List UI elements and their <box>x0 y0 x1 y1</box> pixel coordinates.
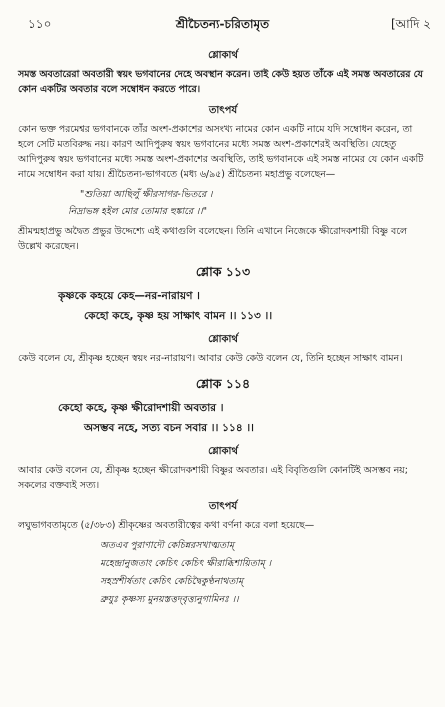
verse-113-line-1: কৃষ্ণকে কহয়ে কেহ—নর-নারায়ণ । <box>58 290 200 302</box>
purport-paragraph-2: শ্রীমন্মহাপ্রভু অদ্বৈত প্রভুর উদ্দেশ্যে এই কথাগুলি বলেছেন। তিনি এখানে নিজেকে ক্ষীরোদকশায়ী বিষ্ণু বলে উল্লেখ করেছেন। <box>18 226 407 252</box>
translation-113: কেউ বলেন যে, শ্রীকৃষ্ণ হচ্ছেন স্বয়ং নর-নারায়ণ। আবার কেউ কেউ বলেন যে, তিনি হচ্ছেন সাক্ষাৎ বামন। <box>18 353 403 364</box>
sanskrit-line-3: সহস্রশীর্ষতাং কেচিৎ কেচিদ্বৈকুণ্ঠনাথতাম্‌ <box>100 576 244 587</box>
heading-translation-114: শ্লোকার্থ <box>208 446 238 457</box>
sanskrit-line-4: ব্রুযুঃ কৃষ্ণস্য মুনয়স্তত্তদ্‌বৃত্ত্যনুগামিনঃ ।। <box>100 594 239 605</box>
verse-heading-114: শ্লোক ১১৪ <box>195 376 251 391</box>
heading-purport: তাৎপর্য <box>208 105 238 116</box>
page-body <box>18 42 428 609</box>
verse-113 <box>32 286 428 326</box>
verse-114-line-2: অসম্ভব নহে, সত্য বচন সবার ।। ১১৪ ।। <box>84 422 254 434</box>
verse-114 <box>32 398 428 438</box>
section-marker: [আদি ২ <box>390 17 431 31</box>
translation-paragraph: সমস্ত অবতারেরা অবতারী স্বয়ং ভগবানের দেহে অবস্থান করেন। তাই কেউ হয়ত তাঁকে এই সমস্ত অবতারের যে কোন একটির অবতার বলে সম্বোধন করতে পারে। <box>18 69 423 95</box>
page-header <box>0 16 445 36</box>
translation-114: আবার কেউ বলেন যে, শ্রীকৃষ্ণ হচ্ছেন ক্ষীরোদকশায়ী বিষ্ণুর অবতার। এই বিবৃতিগুলি কোনটিই অসম্ভব নয়; সকলের বক্তব্যই সত্য। <box>18 465 408 491</box>
heading-translation-113: শ্লোকার্থ <box>208 334 238 345</box>
verse-113-line-2: কেহো কহে, কৃষ্ণ হয় সাক্ষাৎ বামন ।। ১১৩ ।। <box>84 310 273 322</box>
verse-114-line-1: কেহো কহে, কৃষ্ণ ক্ষীরোদশায়ী অবতার । <box>58 402 224 414</box>
sanskrit-verse <box>100 537 428 609</box>
quote-line-1: "শুতিয়া আছিলুঁ ক্ষীরসাগর-ভিতরে । <box>80 189 213 200</box>
heading-translation: শ্লোকার্থ <box>208 50 238 61</box>
verse-heading-113: শ্লোক ১১৩ <box>195 264 251 279</box>
page-number: ১১০ <box>28 17 52 31</box>
sanskrit-line-2: মহেন্দ্রানুজতাং কেচিৎ কেচিৎ ক্ষীরাব্ধিশায়িতাম্‌ । <box>100 558 272 569</box>
purport-paragraph: কোন ভক্ত পরমেশ্বর ভগবানকে তাঁর অংশ-প্রকাশের অসংখ্য নামের কোন একটি নামে যদি সম্বোধন করেন, তা হলে সেটি মতবিরুদ্ধ নয়। কারণ আদিপুরুষ স্বয়ং ভগবানের মধ্যে সমস্ত অংশ-প্রকাশেরই অবস্থিতি। যেহেতু আদিপুরুষ স্বয়ং ভগবানের মধ্যে সমস্ত অংশ-প্রকাশের অবস্থিতি, তাই ভগবানকে এই সমস্ত নামের যে কোন একটি নামে সম্বোধন করা যায়। শ্রীচৈতন্য-ভাগবতে (মধ্য ৬/৯৫) শ্রীচৈতন্য মহাপ্রভু বলেছেন— <box>18 124 424 180</box>
quoted-verse <box>68 186 428 220</box>
running-title: শ্রীচৈতন্য-চরিতামৃত <box>175 17 270 31</box>
quote-line-2: নিদ্রাভঙ্গ হইল মোর তোমার হুঙ্কারে ।।" <box>68 206 207 217</box>
heading-purport-114: তাৎপর্য <box>208 501 238 512</box>
sanskrit-line-1: অতএব পুরাণাদৌ কেচিন্নরসখাত্মতাম্‌ <box>100 540 235 551</box>
purport-114: লঘুভাগবতামৃতে (৫/৩৮৩) শ্রীকৃষ্ণের অবতারীত্বের কথা বর্ণনা করে বলা হয়েছে— <box>18 520 315 531</box>
